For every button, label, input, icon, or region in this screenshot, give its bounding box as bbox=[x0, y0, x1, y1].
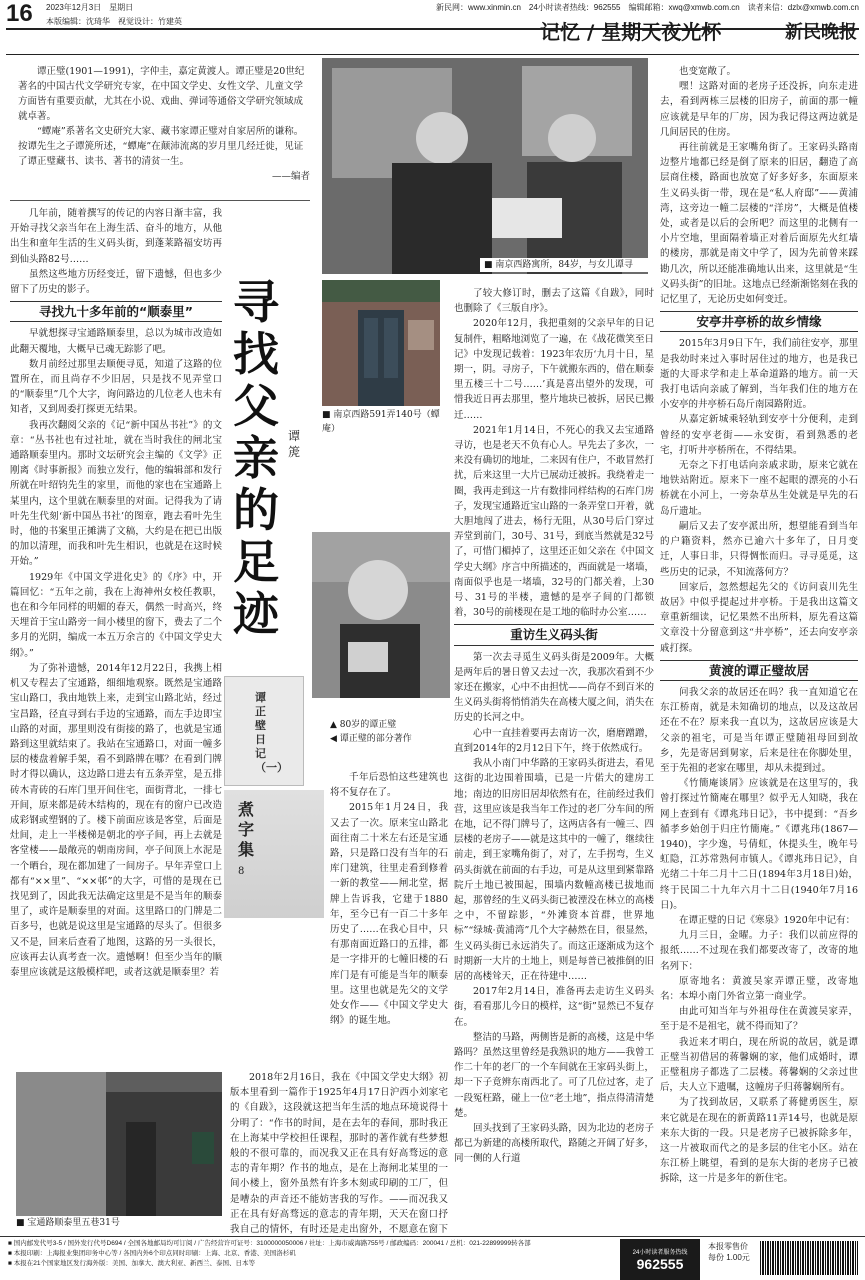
article-column-2 bbox=[330, 770, 448, 1066]
paragraph: 1929年《中国文学进化史》的《序》中，开篇回忆：“五年之前，我在上海神州女校任教职，也在和今年同样的明媚的春天，偶然一时高兴，终天埋首于宝山路旁一间小楼里的窗下，费去了二个多月的光阴，编成一本五万余言的《中国文学史大纲》。” bbox=[10, 571, 222, 659]
hotline-label: 24小时读者服务热线 bbox=[632, 1250, 688, 1256]
intro-signature: ——编者 bbox=[271, 171, 310, 182]
paragraph: 由此可知当年与外祖母住在黄渡吴家弄，至于是不是祖宅，就不得而知了？ bbox=[660, 1006, 858, 1033]
paragraph: 无奈之下打电话向亲戚求助，原来它就在地铁站附近。原来下一座不起眼的漂亮的小石桥就在小河上，一旁杂草丛生处就是早先的石岛斤遗址。 bbox=[660, 460, 858, 517]
price-label: 本报零售价 bbox=[708, 1242, 748, 1251]
paragraph: 2015年3月9日下午，我们前往安亭，那里是我幼时来过入事时居住过的地方，也是我已逝的大哥求学和走上革命道路的地方。前一天我打电话向亲戚了解到，当年我们住的地方在小安亭的井亭桥石岛斤南园路附近。 bbox=[660, 338, 858, 411]
photo-alley bbox=[16, 1072, 222, 1226]
paragraph: 我再次翻阅父亲的《记“新中国丛书社”》的文章：“丛书社也有过社址，就在当时我住的闸北宝通路顺泰里内。那时文坛研究会主编的《文学》正刚离《时事新报》而独立发行，他的编辑部和发行所就在叶绍钧先生的家里，而他的家也在宝通路上某里内，这个里就在顺泰里的对面。记得我为了请叶先生代刻‘新中国丛书社’的图章，跑去看叶先生时，他的书案里正摊满了文稿，大约是在把已出版的加以清理，而我和叶先生相识，也就是在这时候开始。” bbox=[10, 419, 222, 568]
subheading: 重访生义码头街 bbox=[454, 624, 654, 645]
paragraph: 2021年1月14日，不死心的我又去宝通路寻访，也是老天不负有心人。早先去了多次，一来没有确切的地址，二来因有住户，不敢冒然打扰，后来这里一大片已展动迁被拆。我绕着走一圈，我再走到这一片有数排同样结构的石库门房子，发现宝通路近宝山路的一条弄堂口开着，就大胆地闯了进去，杨行无阻，从30号后门穿过弄堂到前门，30号、31号，到底当然就是32号了，可惜门楣掉了，这里还正如父亲在《中国文学史大纲》序言中所描述的，西面就是一堵墙，南面似乎也是一堵墙，32号的门都关着，上30号、31号的半楼，遗憾的是亭子间的门都锁着，30号的前楼现在是工地的临时办公室…… bbox=[454, 424, 654, 619]
paragraph: 从嘉定新城乘轻轨到安亭十分便利，走到曾经的安亭老街——永安街，看到熟悉的老宅，打听井亭桥所在，不得结果。 bbox=[660, 414, 858, 456]
hotline-number: 962555 bbox=[636, 1256, 684, 1272]
header-rule bbox=[6, 28, 859, 30]
paragraph: 原寄地名：黄渡吴家弄谭正璧，改寄地名：本埠小南门外省立第一商业学。 bbox=[660, 975, 858, 1002]
paragraph: 回家后，忽然想起先父的《访问袁川先生故居》中似乎提起过井亭桥。于是我出这篇文章重新细读，记忆果然不出所料，原先看这篇文章没十分留意到这“井亭桥”，还去向安亭亲戚打探。 bbox=[660, 581, 858, 654]
photo-caption: ■ 南京西路591弄140号（蟫庵） bbox=[322, 410, 440, 434]
paragraph: 嘿！这路对面的老房子还没拆，向东走进去，看到两栋三层楼的旧房子，前面的那一幢应该就是早年的厂房，因为我记得这两边就是几间居民的住房。 bbox=[660, 81, 858, 138]
book-cover-diary bbox=[224, 676, 304, 786]
article-author: 谭箎 bbox=[287, 429, 300, 459]
photo-caption: ◀ 谭正璧的部分著作 bbox=[330, 734, 412, 744]
paragraph: 我近来才明白，现在所说的故居，就是谭正璧当初借居的蒋馨娴的家，他们成婚时，谭正璧租房子都选了二层楼。蒋馨娴的父亲过世后，夫人立下遗嘱，这幢房子归蒋馨娴所有。 bbox=[660, 1036, 858, 1094]
price-value: 每份 1.00元 bbox=[708, 1253, 750, 1262]
paragraph: 为了弥补遗憾，2014年12月22日，我携上相机又专程去了宝通路，细细地观察。既然是宝通路宝山路口，我由地铁上来，走到宝山路北站，经过宝昌路，径直寻到右手边的宝通路，而左手边即宝山路的对面，那里则没有街接的路了，也就是宝通路到这里就结束了。我站在宝通路口，对面一幢多层的楼盘着解手架，看不到路牌在哪？在看到门牌时才得以确认，这边路口进去有五条弄堂，是五排砖木青砖的石库门里开间住宅，面街背北，一排七开间，原来都是砖木结构的，现在有的窗户已改造成彩钢或塑钢的了。楼下前面应该是客堂，后面是灶间，走上一半楼梯是朝北的亭子间，再上去就是客堂楼——最敞亮的朝南房间，亭子间顶上水泥是一个晒台，现在都加建了一间房子。早年弄堂口上都有“××里”、“××邨”的大字，可惜的是现在已找见到了，因此我无法确定这里是不是当年的顺泰里了，或许是顺泰里的对面。这里路口的门牌是二百多号，也就是说这里是宝通路的尽头了。但很多又不是，回来后查看了地图，这路的另一头很长，应该再去认真考查一次。遗憾啊！但至少当年的顺泰里应该就是这般模样吧，或者这就是顺泰里？若 bbox=[10, 662, 222, 978]
paragraph: 2015年1月24日，我又去了一次。原来宝山路北面往南二十米左右还是宝通路，只是路口没有当年的石库门建筑，往里走看到修着一新的教堂——闸北堂，据牌上告诉我，它建于1880年，至今已有一百二十多年历史了……在我心目中，只有那南面近路口的五排，都是一字排开的七幢旧楼的石库门是有可能是当年的顺泰里。这里也就是先父的文学处女作——《中国文学史大纲》的诞生地。 bbox=[330, 802, 448, 1027]
book-volume: 8 bbox=[238, 866, 245, 877]
paragraph: 整洁的马路，两侧皆是新的高楼，这是中华路吗？虽然这里曾经是我熟识的地方——我曾工作二十年的老厂的一个车间就在王家码头街上，却一下子竟辨东南西北了。可了几位过客，走了一段冤枉路，碰上一位“老土地”，指点得清清楚楚。 bbox=[454, 1031, 654, 1119]
intro-paragraph: “蟫庵”系著名文史研究大家、藏书家谭正璧对自家居所的谦称。按谭先生之子谭箎所述，“蟫庵”在颠沛流离的岁月里几经迁徙，见证了谭正璧藏书、读书、著书的清贫一生。 bbox=[18, 126, 304, 167]
paragraph: 千年后恐怕这些建筑也将不复存在了。 bbox=[330, 772, 448, 799]
footer-line: ■ 本报印刷：上海报业集团印务中心等 / 各国内外6个印点同时印刷：上海、北京、香港、美国洛杉矶 bbox=[8, 1250, 296, 1257]
paragraph: 也变宽敞了。 bbox=[679, 66, 737, 77]
editor-intro bbox=[18, 64, 310, 184]
paragraph: 回头找到了王家码头路，因为北边的老房子都已为新建的高楼所取代，路随之开阔了好多，同一侧的人行道 bbox=[454, 1122, 654, 1165]
newspaper-logo: 新民晚报 bbox=[785, 22, 857, 43]
intro-divider bbox=[10, 200, 310, 201]
subheading: 黄渡的谭正璧故居 bbox=[660, 660, 858, 681]
photo-alley-art bbox=[16, 1072, 222, 1226]
header-bottom-rule bbox=[6, 54, 859, 55]
paragraph: 九月三日，金曜。力子：我们以前应得的报纸……不过现在我们都要改寄了，改寄的地名列下： bbox=[660, 930, 858, 972]
article-title: 寻找父亲的足迹 bbox=[233, 275, 279, 641]
paragraph: 2020年12月，我把重刻的父亲早年的日记复制件，粗略地浏览了一遍，在《战花微笑至日记》中发现记载着：1923年农历‘九月十日，星期一，阴。寻房子，下午就搬东西的，借在顺泰里五楼三十二号……’真是喜出望外的发现，可惜我近日再去那里，整片地块已被拆，居民已搬迁…… bbox=[454, 318, 654, 421]
paragraph: 2018年2月16日，我在《中国文学史大纲》初版本里看到一篇作于1925年4月17日沪西小刘家宅的《自跋》，这段就这把当年生活的地点环境说得十分明了：“作书的时间，是在去年的春间，那时我正在上海某中学校担任课程，那时的著作就有些梦想般的不很可靠的，而况我又正在具有好高骛远的意志的青年期？作书的地点，是在上海闸北某里的一间小楼上，窗外虽然有许多木刻或印刷的工厂，但是嘈杂的声音还不能妨害我的写作。——而况我又正在具有好高骛远的意志的青年期，天天在窗口抒我自己的情怀，有时还是走出窗外，不愿意在窗下 bbox=[230, 1072, 448, 1236]
intro-paragraph: 谭正璧(1901—1991)，字仲圭，嘉定黄渡人。谭正璧是20世纪著名的中国古代文学研究专家，在中国文学史、女性文学、儿童文学方面皆有重要贡献，尤其在小说、戏曲、弹词等通俗文学研究领域成就卓著。 bbox=[18, 66, 305, 122]
paragraph: 了较大修订时，删去了这篇《自跋》，同时也删除了《三版自序》。 bbox=[454, 288, 654, 315]
photo-caption: ▲ 80岁的谭正璧 bbox=[330, 720, 397, 730]
hotline-box bbox=[620, 1239, 700, 1280]
photo-portrait-art bbox=[312, 532, 450, 698]
paragraph: 在谭正璧的日记《寒泉》1920年中记有： bbox=[679, 914, 856, 926]
book-cover-zhuzi bbox=[224, 790, 324, 918]
paragraph: 第一次去寻觅生义码头街是2009年。大概是两年后的暑日曾又去过一次，我那次看到不少家还在搬家，心中不由担忧——尚存不到百米的生义码头街将悄悄消失在高楼大厦之间，消失在历史的长河之中。 bbox=[454, 651, 654, 724]
photo-residence-art bbox=[322, 280, 440, 406]
article-column-4 bbox=[660, 64, 858, 1236]
paragraph: 虽然这些地方历经变迁，留下遗憾，但也多少留下了历史的影子。 bbox=[10, 268, 222, 296]
photo-caption: ■ 宝通路顺泰里五巷31号 bbox=[16, 1216, 222, 1230]
article-column-2-bottom bbox=[230, 1070, 448, 1236]
editor-credits: 本版编辑：沈琦华 视觉设计：竹建英 bbox=[46, 17, 182, 26]
page-header bbox=[0, 0, 865, 56]
footer-line: ■ 本报在21个国家地区发行海外版：美国、加拿大、澳大利亚、新西兰、泰国、日本等 bbox=[8, 1260, 255, 1267]
photo-caption: ■ 南京西路寓所，84岁，与女儿谭寻 bbox=[480, 258, 650, 272]
price-info bbox=[708, 1241, 750, 1263]
footer-line: ■ 国内邮发代号3-5 / 国外发行代号D694 / 全国各地邮局均可订阅 / 广告经营许可证号：3100000050006 / 社址：上海市威海路755号 / 邮政编码：200041 / 总机：021-22899999转各部 bbox=[8, 1240, 531, 1247]
barcode bbox=[760, 1241, 858, 1275]
paragraph: 问我父亲的故居还在吗？我一直知道它在东江桥南，就是未知确切的地点，以及这故居还在不在？原来我一直以为，这故居应该是大父亲的祖宅，可是当年谭正璧随祖母回到故乡，先是寄居到舅家，后来是往在你脚处里，至于先祖的老家在哪里，却从未提到过。 bbox=[660, 686, 858, 774]
paragraph: 我从小南门中华路的王家码头街进去，看见这街的北边围着围墙，已是一片偌大的建房工地；南边的旧房旧居却依然有在，往前经过我们营，这里应该是我当年工作过的老厂分车间的所在地，记不得门牌号了，这两店各有一幢三、四层楼的老房子——就是这其中的一幢了，继续往前走，到王家嘴角街了，对了，左手拐弯，生义码头街就在前面的右手边，可是从这里到紧靠路院斤土地已被围起，围墙内数幢高楼已拔地而起，那曾经的生义码头街已被湮没在林立的高楼之中，不留踪影，“外滩资本首群，世界地标”“绿城·黄浦湾”几个大字赫然在目，很显然，生义码头街已永远消失了。而这正逐渐成为这个时期新一大片的土地上，则是每普已被推倒的旧居的高楼耸天，正在待建中…… bbox=[454, 758, 654, 982]
subheading: 寻找九十多年前的“顺泰里” bbox=[10, 301, 222, 322]
page-footer bbox=[0, 1236, 865, 1280]
issue-date: 2023年12月3日 星期日 bbox=[46, 3, 134, 12]
photo-father-daughter bbox=[322, 58, 648, 274]
photo-father-daughter-art bbox=[322, 58, 648, 274]
article-column-3 bbox=[454, 286, 654, 1236]
photo-residence bbox=[322, 280, 440, 406]
paragraph: 《竹簡庵谈屑》应该就是在这里写的，我曾打探过竹簡庵在哪里？似乎无人知晓，我在网上查到有《谭兆玮日记》，书中提到：“吾乡循孝乡始创于归庄竹簡庵。”《谭兆玮(1867—1940)，字少逸，号倩虹，休提头生，晚年号虹隐，江苏常熟何市镇人。《谭兆玮日记》，自光绪二十年二月十二日(1894年3月18日)始，终于民国二十九年六月十二日(1940年7月16日)。 bbox=[660, 778, 858, 911]
section-title: 记忆 / 星期天夜光杯 bbox=[540, 20, 722, 44]
paragraph: 为了找到故居，又联系了蒋健勇医生，原来它就是在现在的新黄路11弄14号，也就是原来东大街的一段。只是老房子已被拆除多年，这一片被取而代之的是多层的住宅小区。站在东江桥上眺望，看到的是东大街的老房子已被拆除，这一片是多年的新住宅。 bbox=[660, 1097, 858, 1185]
paragraph: 早就想探寻宝通路顺泰里，总以为城市改造如此翻天覆地，大概早已魂无踪影了吧。 bbox=[10, 328, 222, 355]
page-number: 16 bbox=[6, 0, 33, 27]
paragraph: 嗣后又去了安亭派出所，想望能看到当年的户籍资料，然亦已逾六十多年了，日月变迁，人事日非，只得惆怅而归。寻寻觅觅，这些历史的记录，不知流落何方？ bbox=[660, 520, 858, 578]
photo-portrait bbox=[312, 532, 450, 698]
paragraph: 数月前经过那里去顺便寻觅，知道了这路的位置所在，而且尚存不少旧居，只是找不见弄堂口的“顺泰里”几个大字，询问路边的几位老人也未有知者，又到周委打探更无结果。 bbox=[10, 358, 222, 416]
paragraph: 心中一直挂着要再去南访一次，磨磨蹭蹭，直到2014年的2月12日下午，终于依然成行。 bbox=[454, 727, 654, 754]
paragraph: 几年前，随着撰写的传记的内容日渐丰富，我开始寻找父亲当年在上海生活、奋斗的地方，从他出生和童年生活的生义码头街，到蓬莱路福安坊再到仙头路82号…… bbox=[10, 208, 222, 265]
contact-info: 新民网：www.xinmin.cn 24小时读者热线：962555 编辑邮箱：xwq@xmwb.com.cn 读者来信：dzlx@xmwb.com.cn bbox=[436, 3, 859, 12]
book-title: 煮字集 bbox=[238, 800, 255, 859]
book-title: 谭正壁日记（一） bbox=[255, 691, 288, 774]
paragraph: 再往前就是王家嘴角街了。王家码头路南边整片地都已经是倒了原来的旧居，翻造了高层商住楼，路面也放宽了好多好多，东面原来生义码头街一带，现在是“私人府邸”——黄浦湾，这旁边一幢二层楼的“洋房”，大概是值楼处，或者是以后的会所吧？而这里的北侧有一小片空地，里面隔着墙正对着后面原先火红墙的楼房，那就是南文中学了，因为先前曾来踩勘几次，所以还能准确地认出来，这里就是“生义码头街”的旧址。这地点已经渐渐铭刻在我的记忆里了，无论历史如何变迁。 bbox=[660, 142, 858, 306]
subheading: 安亭井亭桥的故乡情缘 bbox=[660, 311, 858, 332]
paragraph: 2017年2月14日，准备再去走访生义码头街，看看那儿今日的模样，这“街”显然已不复存在。 bbox=[454, 986, 654, 1028]
publication-info bbox=[8, 1239, 608, 1269]
